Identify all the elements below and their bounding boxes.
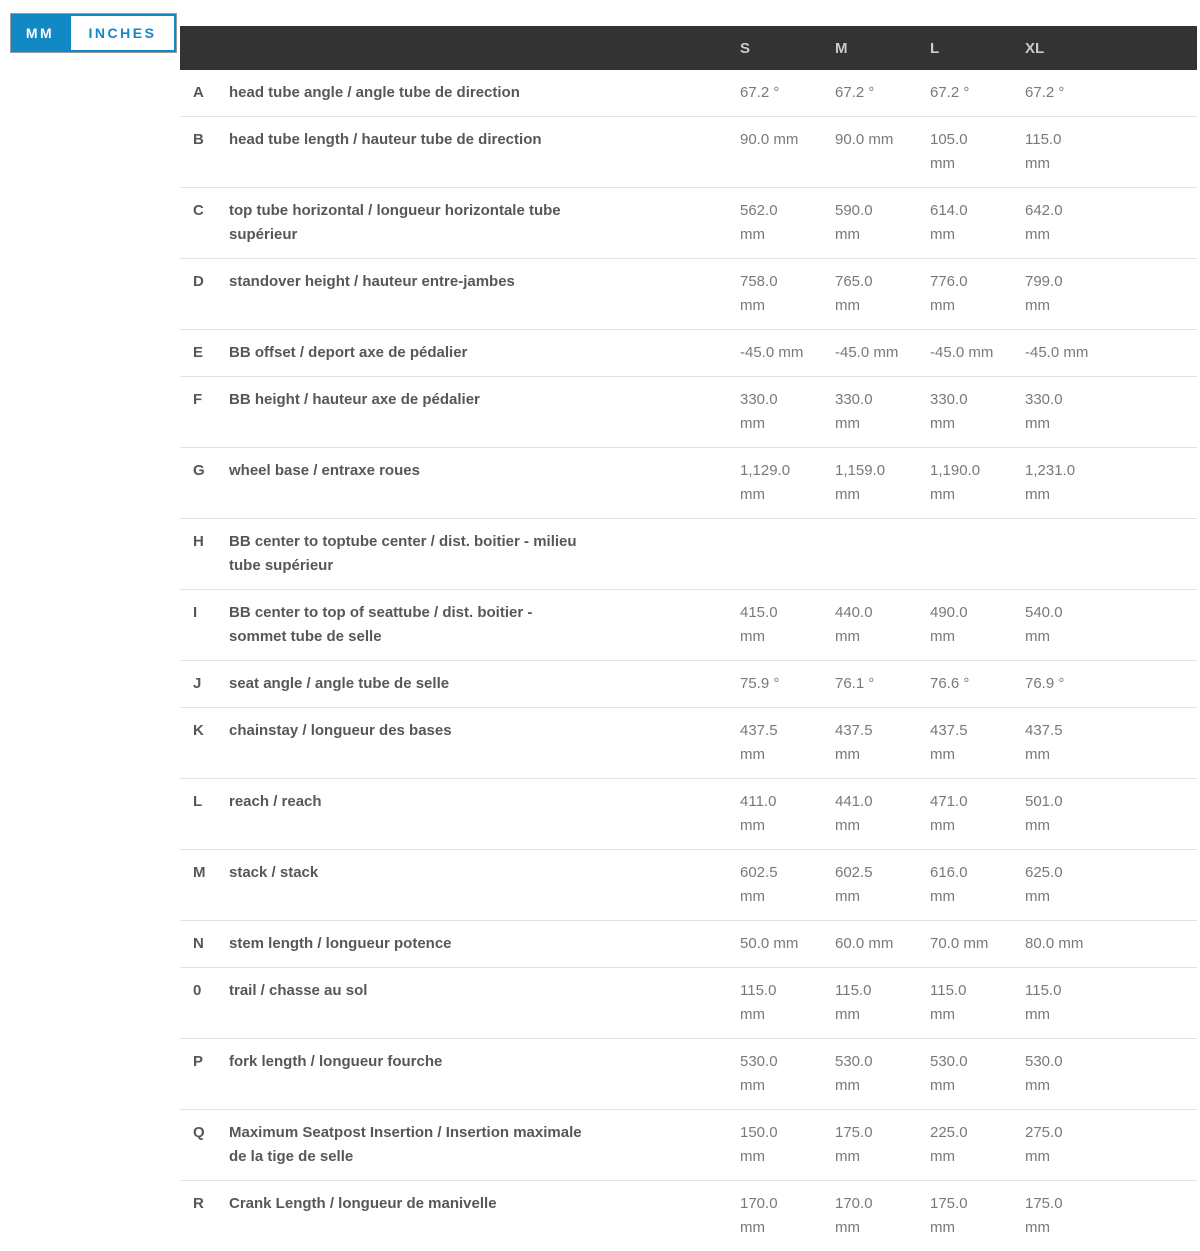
- row-value-xl: 175.0 mm: [1025, 1195, 1063, 1236]
- row-value-l: 115.0 mm: [930, 982, 967, 1023]
- row-value-s: 50.0 mm: [740, 935, 799, 952]
- row-value-m: 67.2 °: [835, 84, 875, 101]
- table-row: [180, 708, 1197, 779]
- row-value-s: 758.0 mm: [740, 273, 778, 314]
- row-value-l: -45.0 mm: [930, 344, 994, 361]
- row-label: standover height / hauteur entre-jambes: [229, 273, 515, 290]
- row-letter: R: [193, 1195, 204, 1212]
- row-value-l: 490.0 mm: [930, 604, 968, 645]
- row-label: BB center to top of seattube / dist. boitier - sommet tube de selle: [229, 604, 533, 645]
- row-value-xl: 330.0 mm: [1025, 391, 1063, 432]
- row-letter: J: [193, 675, 202, 692]
- row-letter: Q: [193, 1124, 205, 1141]
- row-value-s: [740, 530, 835, 578]
- row-value-s: 437.5 mm: [740, 722, 778, 763]
- row-value-m: 441.0 mm: [835, 793, 873, 834]
- table-row: [180, 590, 1197, 661]
- row-label: fork length / longueur fourche: [229, 1053, 443, 1070]
- size-header-s: S: [740, 39, 751, 57]
- geometry-table: [180, 26, 1197, 1251]
- row-value-l: 471.0 mm: [930, 793, 968, 834]
- row-label: stack / stack: [229, 864, 319, 881]
- row-value-s: 415.0 mm: [740, 604, 778, 645]
- row-value-xl: 530.0 mm: [1025, 1053, 1063, 1094]
- table-row: [180, 519, 1197, 590]
- table-row: [180, 448, 1197, 519]
- row-value-xl: 501.0 mm: [1025, 793, 1063, 834]
- row-value-l: 70.0 mm: [930, 935, 989, 952]
- row-value-xl: 1,231.0 mm: [1025, 462, 1076, 503]
- row-value-xl: 625.0 mm: [1025, 864, 1063, 905]
- table-row: [180, 1181, 1197, 1251]
- row-value-xl: 799.0 mm: [1025, 273, 1063, 314]
- row-value-m: 437.5 mm: [835, 722, 873, 763]
- row-letter: F: [193, 391, 203, 408]
- row-label: wheel base / entraxe roues: [229, 462, 420, 479]
- row-label: Maximum Seatpost Insertion / Insertion maximale de la tige de selle: [229, 1124, 582, 1165]
- row-letter: G: [193, 462, 205, 479]
- row-letter: P: [193, 1053, 204, 1070]
- row-value-m: 602.5 mm: [835, 864, 873, 905]
- row-value-l: 437.5 mm: [930, 722, 968, 763]
- row-letter: E: [193, 344, 204, 361]
- row-letter: H: [193, 533, 204, 550]
- row-value-m: 175.0 mm: [835, 1124, 873, 1165]
- row-label: head tube angle / angle tube de direction: [229, 84, 520, 101]
- row-label: chainstay / longueur des bases: [229, 722, 452, 739]
- row-letter: B: [193, 131, 204, 148]
- row-letter: 0: [193, 982, 202, 999]
- table-header: [180, 26, 1197, 70]
- row-value-m: [835, 530, 930, 578]
- size-header-xl: XL: [1025, 39, 1045, 57]
- table-row: [180, 70, 1197, 117]
- row-label: head tube length / hauteur tube de direction: [229, 131, 542, 148]
- table-row: [180, 1110, 1197, 1181]
- size-header-l: L: [930, 39, 940, 57]
- table-row: [180, 661, 1197, 708]
- table-body: [180, 70, 1197, 1251]
- row-label: stem length / longueur potence: [229, 935, 452, 952]
- row-value-l: 616.0 mm: [930, 864, 968, 905]
- row-value-xl: 275.0 mm: [1025, 1124, 1063, 1165]
- row-value-m: 1,159.0 mm: [835, 462, 886, 503]
- row-value-l: 105.0 mm: [930, 131, 968, 172]
- row-value-l: 614.0 mm: [930, 202, 968, 243]
- row-value-s: 170.0 mm: [740, 1195, 778, 1236]
- row-value-l: [930, 530, 1025, 578]
- row-value-l: 330.0 mm: [930, 391, 968, 432]
- row-value-xl: 76.9 °: [1025, 675, 1065, 692]
- table-row: [180, 117, 1197, 188]
- table-row: [180, 377, 1197, 448]
- row-letter: N: [193, 935, 204, 952]
- row-letter: K: [193, 722, 204, 739]
- row-value-s: 411.0 mm: [740, 793, 777, 834]
- row-label: reach / reach: [229, 793, 322, 810]
- table-row: [180, 850, 1197, 921]
- row-value-m: 590.0 mm: [835, 202, 873, 243]
- row-value-m: 330.0 mm: [835, 391, 873, 432]
- table-row: [180, 188, 1197, 259]
- row-value-s: 150.0 mm: [740, 1124, 778, 1165]
- row-value-s: 562.0 mm: [740, 202, 778, 243]
- table-row: [180, 1039, 1197, 1110]
- row-value-xl: 67.2 °: [1025, 84, 1065, 101]
- row-value-m: 60.0 mm: [835, 935, 894, 952]
- size-header-m: M: [835, 39, 848, 57]
- row-value-m: 440.0 mm: [835, 604, 873, 645]
- row-value-l: 530.0 mm: [930, 1053, 968, 1094]
- inches-button[interactable]: INCHES: [69, 14, 176, 52]
- row-value-s: 90.0 mm: [740, 131, 799, 148]
- row-value-s: 602.5 mm: [740, 864, 778, 905]
- row-label: BB offset / deport axe de pédalier: [229, 344, 468, 361]
- row-value-xl: 115.0 mm: [1025, 131, 1062, 172]
- table-row: [180, 921, 1197, 968]
- row-letter: A: [193, 84, 204, 101]
- row-value-l: 225.0 mm: [930, 1124, 968, 1165]
- row-label: seat angle / angle tube de selle: [229, 675, 450, 692]
- row-value-l: 776.0 mm: [930, 273, 968, 314]
- table-row: [180, 259, 1197, 330]
- row-value-l: 76.6 °: [930, 675, 970, 692]
- row-label: trail / chasse au sol: [229, 982, 368, 999]
- row-value-m: 765.0 mm: [835, 273, 873, 314]
- row-value-s: 530.0 mm: [740, 1053, 778, 1094]
- row-value-s: 1,129.0 mm: [740, 462, 791, 503]
- table-row: [180, 779, 1197, 850]
- row-value-s: -45.0 mm: [740, 344, 804, 361]
- row-value-l: 67.2 °: [930, 84, 970, 101]
- row-letter: M: [193, 864, 206, 881]
- row-value-xl: 80.0 mm: [1025, 935, 1084, 952]
- row-value-l: 175.0 mm: [930, 1195, 968, 1236]
- row-value-xl: 437.5 mm: [1025, 722, 1063, 763]
- table-row: [180, 968, 1197, 1039]
- row-value-xl: -45.0 mm: [1025, 344, 1089, 361]
- row-value-m: -45.0 mm: [835, 344, 899, 361]
- row-letter: L: [193, 793, 203, 810]
- row-value-s: 115.0 mm: [740, 982, 777, 1023]
- row-label: Crank Length / longueur de manivelle: [229, 1195, 497, 1212]
- row-value-l: 1,190.0 mm: [930, 462, 981, 503]
- row-letter: C: [193, 202, 204, 219]
- row-value-xl: [1025, 530, 1120, 578]
- row-value-m: 530.0 mm: [835, 1053, 873, 1094]
- row-letter: D: [193, 273, 204, 290]
- row-label: BB center to toptube center / dist. boitier - milieu tube supérieur: [229, 533, 577, 574]
- row-value-xl: 540.0 mm: [1025, 604, 1063, 645]
- row-value-s: 75.9 °: [740, 675, 780, 692]
- row-value-m: 115.0 mm: [835, 982, 872, 1023]
- row-label: BB height / hauteur axe de pédalier: [229, 391, 480, 408]
- unit-toggle: [10, 13, 177, 53]
- row-value-s: 67.2 °: [740, 84, 780, 101]
- row-letter: I: [193, 604, 198, 621]
- row-label: top tube horizontal / longueur horizontale tube supérieur: [229, 202, 561, 243]
- row-value-m: 90.0 mm: [835, 131, 894, 148]
- row-value-s: 330.0 mm: [740, 391, 778, 432]
- row-value-xl: 115.0 mm: [1025, 982, 1062, 1023]
- mm-button[interactable]: MM: [11, 14, 69, 52]
- row-value-xl: 642.0 mm: [1025, 202, 1063, 243]
- row-value-m: 76.1 °: [835, 675, 875, 692]
- table-row: [180, 330, 1197, 377]
- row-value-m: 170.0 mm: [835, 1195, 873, 1236]
